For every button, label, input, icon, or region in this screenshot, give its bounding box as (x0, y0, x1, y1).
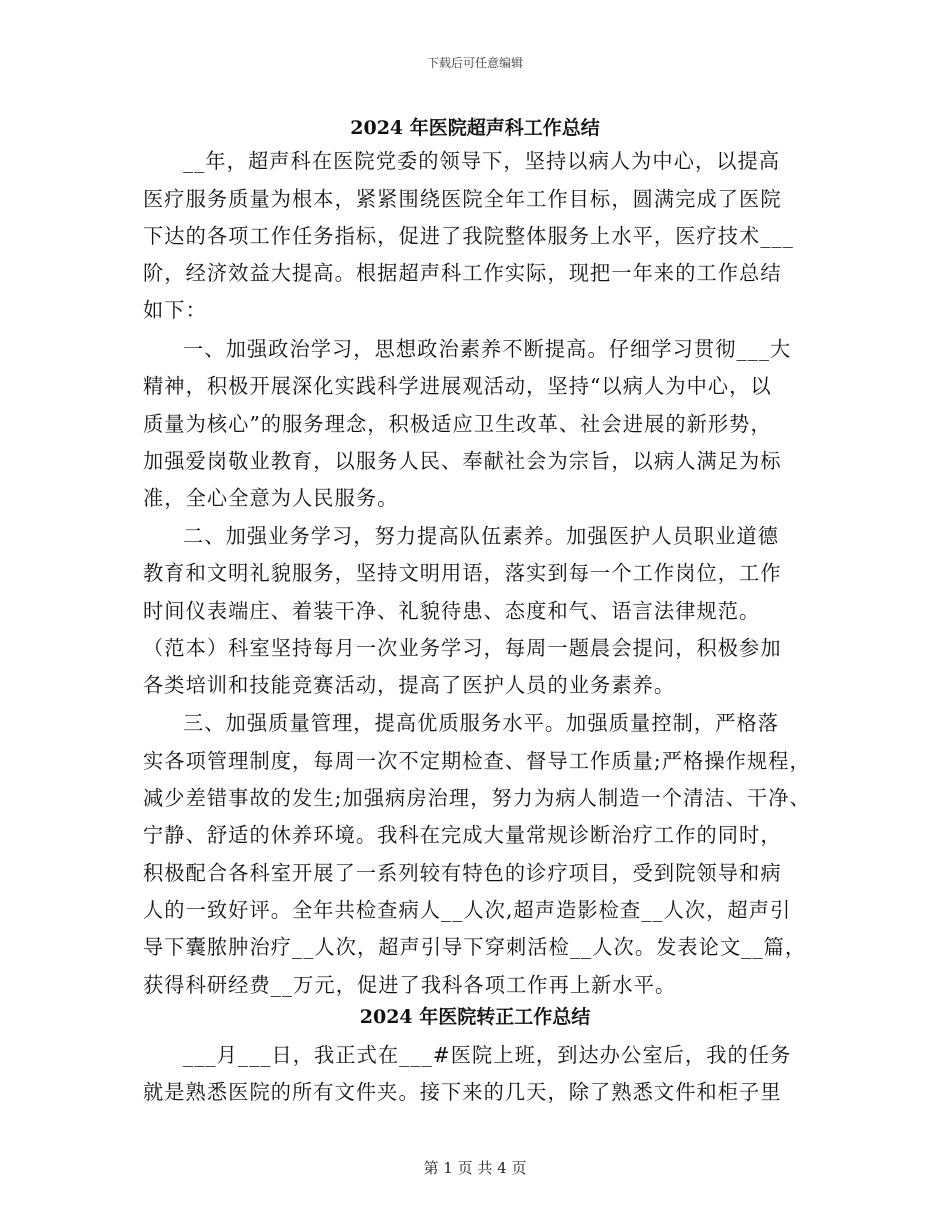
paragraph-line: 一、加强政治学习，思想政治素养不断提高。仔细学习贯彻___大 (183, 337, 792, 361)
paragraph-line: 减少差错事故的发生;加强病房治理，努力为病人制造一个清洁、干净、 (143, 786, 811, 810)
paragraph-line: 二、加强业务学习，努力提高队伍素养。加强医护人员职业道德 (183, 524, 780, 548)
paragraph-line: 获得科研经费__万元，促进了我科各项工作再上新水平。 (143, 973, 677, 997)
paragraph-line: 质量为核心”的服务理念，积极适应卫生改革、社会进展的新形势， (143, 412, 772, 436)
paragraph-line: 加强爱岗敬业教育，以服务人民、奉献社会为宗旨，以病人满足为标 (143, 449, 782, 473)
header-note: 下载后可任意编辑 (426, 56, 523, 70)
paragraph-line: __年，超声科在医院党委的领导下，坚持以病人为中心，以提高 (183, 149, 781, 173)
paragraph-line: 实各项管理制度，每周一次不定期检查、督导工作质量;严格操作规程， (143, 749, 811, 773)
paragraph-line: 各类培训和技能竞赛活动，提高了医护人员的业务素养。 (143, 673, 676, 697)
paragraph-line: 阶，经济效益大提高。根据超声科工作实际，现把一年来的工作总结 (143, 261, 782, 285)
paragraph-line: 人的一致好评。全年共检查病人__人次,超声造影检查__人次，超声引 (143, 898, 792, 922)
paragraph-line: 时间仪表端庄、着装干净、礼貌待患、态度和气、语言法律规范。 (143, 599, 761, 623)
paragraph-line: 三、加强质量管理，提高优质服务水平。加强质量控制，严格落 (183, 711, 780, 735)
paragraph-line: （范本）科室坚持每月一次业务学习，每周一题晨会提问，积极参加 (143, 636, 782, 660)
paragraph-line: 积极配合各科室开展了一系列较有特色的诊疗项目，受到院领导和病 (143, 861, 782, 885)
paragraph-line: 准，全心全意为人民服务。 (143, 486, 399, 510)
paragraph-line: 教育和文明礼貌服务，坚持文明用语，落实到每一个工作岗位，工作 (143, 561, 782, 585)
paragraph-line: 导下囊脓肿治疗__人次，超声引导下穿刺活检__人次。发表论文__篇， (143, 935, 807, 959)
paragraph-line: 精神，积极开展深化实践科学进展观活动，坚持“以病人为中心，以 (143, 374, 772, 398)
paragraph-line: 宁静、舒适的休养环境。我科在完成大量常规诊断治疗工作的同时， (143, 823, 782, 847)
document-title: 2024 年医院超声科工作总结 (350, 117, 600, 139)
paragraph-line: ___月___日，我正式在___#医院上班，到达办公室后，我的任务 (183, 1043, 792, 1067)
paragraph-line: 如下： (143, 298, 207, 322)
paragraph-line: 下达的各项工作任务指标，促进了我院整体服务上水平，医疗技术___ (143, 224, 794, 248)
section-title: 2024 年医院转正工作总结 (359, 1006, 591, 1028)
page-number: 第 1 页 共 4 页 (423, 1159, 527, 1177)
paragraph-line: 医疗服务质量为根本，紧紧围绕医院全年工作目标，圆满完成了医院 (143, 187, 782, 211)
paragraph-line: 就是熟悉医院的所有文件夹。接下来的几天，除了熟悉文件和柜子里 (143, 1080, 782, 1104)
